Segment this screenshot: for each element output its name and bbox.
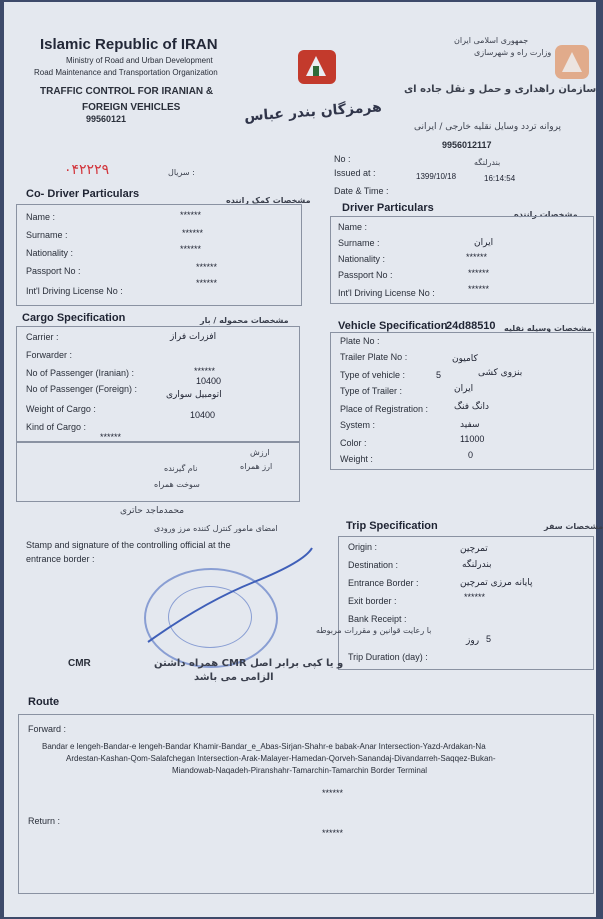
co-passport-value: ****** bbox=[196, 262, 218, 272]
ministry-fa: وزارت راه و شهرسازی bbox=[474, 48, 552, 57]
driver-name-label: Name : bbox=[338, 222, 368, 232]
cargo-kind-value: ****** bbox=[100, 432, 122, 442]
vehicle-title-fa: مشخصات وسیله نقلیه bbox=[504, 324, 592, 333]
driver-nationality-label: Nationality : bbox=[338, 254, 386, 264]
place-fa: بندرلنگه bbox=[474, 158, 501, 167]
ministry-title: Ministry of Road and Urban Development bbox=[66, 56, 213, 65]
registration-label: Place of Registration : bbox=[340, 404, 429, 414]
cargo-extra-1: ارزش bbox=[250, 448, 270, 457]
driver-passport-label: Passport No : bbox=[338, 270, 393, 280]
origin-value: تمرچین bbox=[460, 544, 488, 554]
passenger-foreign-value: 10400 bbox=[196, 376, 222, 386]
cargo-weight-label: Weight of Cargo : bbox=[26, 404, 96, 414]
permit-fa: پروانه تردد وسایل نقلیه خارجی / ایرانی bbox=[414, 122, 562, 132]
forwarder-label: Forwarder : bbox=[26, 350, 73, 360]
issued-label: Issued at : bbox=[334, 168, 376, 178]
organization-title: Road Maintenance and Transportation Organization bbox=[34, 68, 218, 77]
co-driver-title: Co- Driver Particulars bbox=[26, 188, 140, 200]
forward-line-1: Bandar e lengeh-Bandar-e lengeh-Bandar Khamir-Bandar_e_Abas-Sirjan-Shahr-e babak-Anar Intersection-Yazd-Ardakan-Na bbox=[42, 742, 486, 751]
duration-value: 5 bbox=[486, 634, 492, 644]
cmr-note: همراه داشتن CMR و یا کپی برابر اصل bbox=[154, 658, 344, 669]
cmr-label: CMR bbox=[68, 658, 91, 669]
exit-label: Exit border : bbox=[348, 596, 397, 606]
vehicle-title: Vehicle Specification bbox=[338, 320, 448, 332]
cmr-note-2: الزامی می باشد bbox=[194, 672, 274, 683]
entrance-label: Entrance Border : bbox=[348, 578, 419, 588]
cargo-title: Cargo Specification bbox=[22, 312, 126, 324]
co-surname-label: Surname : bbox=[26, 230, 68, 240]
co-license-label: Int'l Driving License No : bbox=[26, 286, 123, 296]
co-passport-label: Passport No : bbox=[26, 266, 81, 276]
destination-value: بندرلنگه bbox=[462, 560, 492, 570]
trailer-type-value: ایران bbox=[454, 384, 474, 394]
system-value: سفید bbox=[460, 420, 480, 430]
color-label: Color : bbox=[340, 438, 367, 448]
vehicle-type-count: 5 bbox=[436, 370, 442, 380]
issued-time: 16:14:54 bbox=[484, 174, 516, 183]
country-title: Islamic Republic of IRAN bbox=[40, 36, 218, 53]
return-label: Return : bbox=[28, 816, 61, 826]
cargo-extra-3: ارز همراه bbox=[240, 462, 273, 471]
document-number: 9956012117 bbox=[442, 140, 492, 150]
forward-line-3: Miandowab-Naqadeh-Piranshahr-Tamarchin-Tamarchin Border Terminal bbox=[172, 766, 428, 775]
driver-surname-value: ایران bbox=[474, 238, 494, 248]
weight-value: 0 bbox=[468, 450, 474, 460]
passenger-iranian-label: No of Passenger (Iranian) : bbox=[26, 368, 135, 378]
exit-value: ****** bbox=[464, 592, 486, 602]
system-label: System : bbox=[340, 420, 376, 430]
org-logo-icon bbox=[552, 42, 592, 82]
cargo-extra-4: سوخت همراه bbox=[154, 480, 200, 489]
date-label: Date & Time : bbox=[334, 186, 389, 196]
passenger-foreign-extra: اتومبیل سواری bbox=[166, 390, 222, 400]
bank-label: Bank Receipt : bbox=[348, 614, 407, 624]
cargo-kind-label: Kind of Cargo : bbox=[26, 422, 87, 432]
issued-date: 1399/10/18 bbox=[416, 172, 457, 181]
province-stamp-text: هرمزگان بندر عباس bbox=[243, 99, 383, 125]
serial-label: سریال : bbox=[168, 168, 195, 177]
driver-license-value: ****** bbox=[468, 284, 490, 294]
driver-passport-value: ****** bbox=[468, 268, 490, 278]
plate-label: Plate No : bbox=[340, 336, 380, 346]
co-nationality-value: ****** bbox=[180, 244, 202, 254]
trailer-plate-label: Trailer Plate No : bbox=[340, 352, 408, 362]
cargo-weight-value: 10400 bbox=[190, 410, 216, 420]
control-title-2: FOREIGN VEHICLES bbox=[82, 102, 181, 113]
co-nationality-label: Nationality : bbox=[26, 248, 74, 258]
driver-nationality-value: ****** bbox=[466, 252, 488, 262]
no-label: No : bbox=[334, 154, 351, 164]
serial-value: ۰۴۲۲۲۹ bbox=[64, 162, 110, 178]
country-fa: جمهوری اسلامی ایران bbox=[454, 36, 529, 45]
forward-label: Forward : bbox=[28, 724, 67, 734]
org-fa: سازمان راهداری و حمل و نقل جاده ای bbox=[404, 84, 597, 95]
vehicle-type-value: بنزوی کشی bbox=[478, 368, 523, 378]
co-name-value: ****** bbox=[180, 210, 202, 220]
color-value: 11000 bbox=[460, 434, 485, 444]
entrance-value: پایانه مرزی تمرچین bbox=[460, 578, 533, 588]
route-box bbox=[18, 714, 594, 894]
passenger-iranian-value: ****** bbox=[194, 366, 216, 376]
trailer-type-label: Type of Trailer : bbox=[340, 386, 403, 396]
trip-title-fa: مشخصات سفر bbox=[544, 522, 603, 531]
cargo-extra-2: نام گیرنده bbox=[164, 464, 198, 473]
stamp-label-1: Stamp and signature of the controlling official at the bbox=[26, 540, 231, 550]
return-value: ****** bbox=[322, 828, 344, 838]
ministry-logo-icon bbox=[296, 48, 338, 86]
official-fa: امضای مامور کنترل کننده مرز ورودی bbox=[154, 524, 278, 533]
route-title: Route bbox=[28, 696, 60, 708]
carrier-label: Carrier : bbox=[26, 332, 59, 342]
driver-surname-label: Surname : bbox=[338, 238, 380, 248]
co-surname-value: ****** bbox=[182, 228, 204, 238]
destination-label: Destination : bbox=[348, 560, 399, 570]
driver-title-fa: مشخصات راننده bbox=[514, 210, 578, 219]
duration-unit: روز bbox=[466, 636, 480, 646]
origin-label: Origin : bbox=[348, 542, 378, 552]
vehicle-type-label: Type of vehicle : bbox=[340, 370, 406, 380]
signer-name: محمدماجد حاتری bbox=[120, 506, 185, 516]
co-driver-title-fa: مشخصات کمک راننده bbox=[226, 196, 311, 205]
vehicle-plate-inline: 24d88510 bbox=[446, 320, 496, 332]
co-license-value: ****** bbox=[196, 278, 218, 288]
carrier-value: افزرات فراز bbox=[170, 332, 217, 342]
driver-title: Driver Particulars bbox=[342, 202, 434, 214]
forward-line-2: Ardestan-Kashan-Qom-Salafchegan Intersection-Arak-Malayer-Hamedan-Qorveh-Sanandaj-Divandarreh-Saqqez-Bukan- bbox=[66, 754, 496, 763]
trailer-plate-value: کامیون bbox=[452, 354, 478, 364]
serial-overlay: 99560121 bbox=[86, 114, 127, 124]
stamp-label-2: entrance border : bbox=[26, 554, 95, 564]
permit-document bbox=[4, 2, 603, 917]
cargo-title-fa: مشخصات محموله / بار bbox=[200, 316, 289, 325]
forward-value: ****** bbox=[322, 788, 344, 798]
duration-label: Trip Duration (day) : bbox=[348, 652, 428, 662]
control-title-1: TRAFFIC CONTROL FOR IRANIAN & bbox=[40, 86, 214, 97]
passenger-foreign-label: No of Passenger (Foreign) : bbox=[26, 384, 138, 394]
weight-label: Weight : bbox=[340, 454, 373, 464]
registration-value: دانگ فنگ bbox=[454, 402, 490, 412]
co-name-label: Name : bbox=[26, 212, 56, 222]
trip-title: Trip Specification bbox=[346, 520, 438, 532]
signature-stroke-icon bbox=[144, 542, 314, 652]
bank-note: با رعایت قوانین و مقررات مربوطه bbox=[316, 626, 432, 635]
driver-license-label: Int'l Driving License No : bbox=[338, 288, 435, 298]
